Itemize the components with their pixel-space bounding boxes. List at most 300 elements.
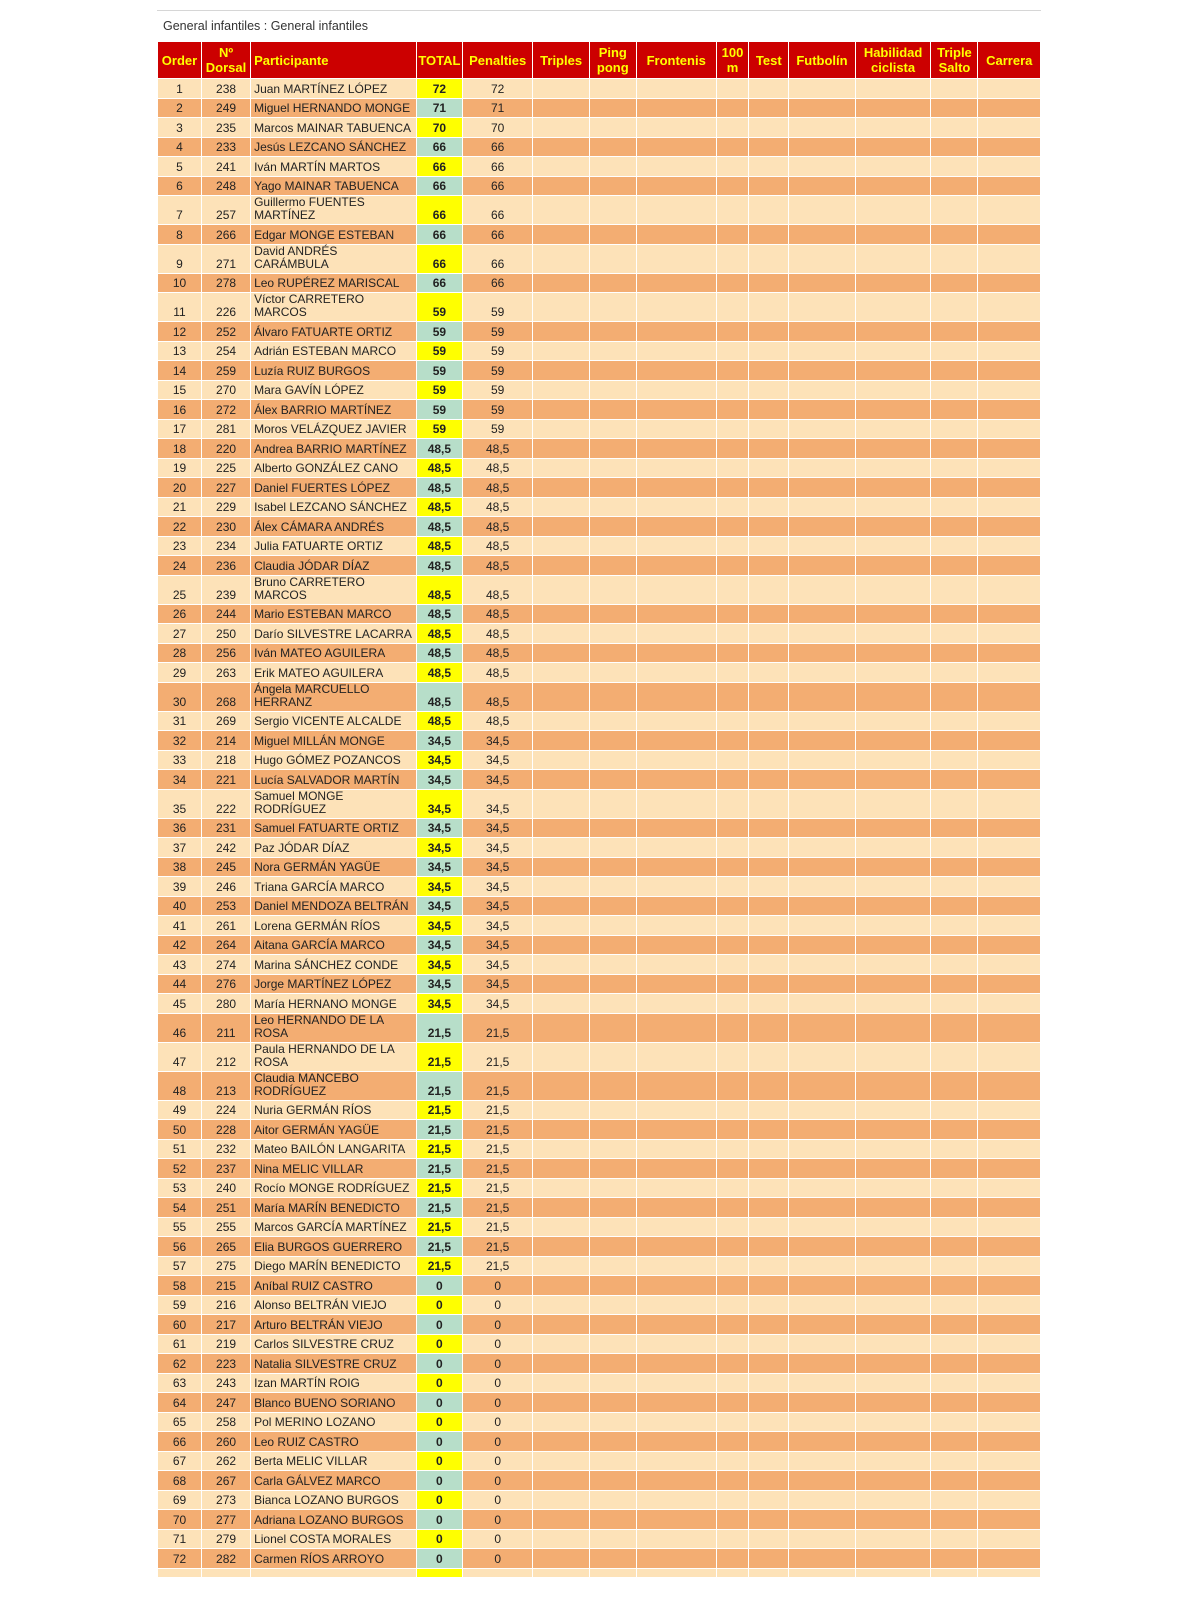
- col-frontenis[interactable]: Frontenis: [637, 42, 716, 78]
- cell-triples: [533, 751, 588, 770]
- cell-dorsal: 228: [202, 1120, 250, 1139]
- cell-total: 48,5: [417, 459, 462, 478]
- cell-penalties: 34,5: [463, 770, 533, 789]
- cell-futbolin: [789, 838, 855, 857]
- cell-dorsal: 218: [202, 751, 250, 770]
- cell-frontenis: [637, 838, 716, 857]
- cell-carrera: [978, 1296, 1040, 1315]
- cell-order: 20: [158, 478, 201, 497]
- cell-test: [749, 381, 788, 400]
- cell-habilidad-ciclista: [856, 1510, 931, 1529]
- cell-habilidad-ciclista: [856, 576, 931, 604]
- table-row: [158, 439, 1040, 458]
- cell-test: [749, 751, 788, 770]
- cell-triples: [533, 478, 588, 497]
- cell-total: 34,5: [417, 897, 462, 916]
- cell-habilidad-ciclista: [856, 975, 931, 994]
- cell-100m: [717, 556, 749, 575]
- cell-participante: Rocío MONGE RODRÍGUEZ: [251, 1179, 416, 1198]
- cell-order: 55: [158, 1218, 201, 1237]
- cell-dorsal: 260: [202, 1432, 250, 1451]
- cell-ping-pong: [590, 1101, 636, 1120]
- cell-triple-salto: [931, 877, 977, 896]
- cell-test: [749, 1530, 788, 1549]
- cell-test: [749, 177, 788, 196]
- cell-triple-salto: [931, 1432, 977, 1451]
- cell-triples: [533, 498, 588, 517]
- col-dorsal[interactable]: Nº Dorsal: [202, 42, 250, 78]
- table-row: [158, 196, 1040, 224]
- table-row: [158, 576, 1040, 604]
- cell-habilidad-ciclista: [856, 1198, 931, 1217]
- cell-frontenis: [637, 1432, 716, 1451]
- cell-carrera: [978, 157, 1040, 176]
- cell-triple-salto: [931, 1218, 977, 1237]
- cell-futbolin: [789, 955, 855, 974]
- cell-frontenis: [637, 751, 716, 770]
- col-order[interactable]: Order: [158, 42, 201, 78]
- cell-dorsal: 263: [202, 663, 250, 682]
- cell-futbolin: [789, 624, 855, 643]
- cell-ping-pong: [590, 439, 636, 458]
- cell-participante: Pol MERINO LOZANO: [251, 1413, 416, 1432]
- cell-penalties: 66: [463, 138, 533, 157]
- cell-participante: Lorena GERMÁN RÍOS: [251, 916, 416, 935]
- table-row: [158, 877, 1040, 896]
- cell-order: 9: [158, 245, 201, 273]
- col-carrera[interactable]: Carrera: [978, 42, 1040, 78]
- cell-frontenis: [637, 322, 716, 341]
- cell-order: 50: [158, 1120, 201, 1139]
- cell-order: 52: [158, 1159, 201, 1178]
- col-100m[interactable]: 100 m: [717, 42, 749, 78]
- cell-penalties: 48,5: [463, 624, 533, 643]
- cell-triple-salto: [931, 644, 977, 663]
- cell-penalties: 0: [463, 1471, 533, 1490]
- cell-penalties: 48,5: [463, 478, 533, 497]
- cell-triples: [533, 576, 588, 604]
- cell-penalties: 66: [463, 177, 533, 196]
- cell-total: 66: [417, 225, 462, 244]
- cell-ping-pong: [590, 1072, 636, 1100]
- cell-100m: [717, 1237, 749, 1256]
- cell-total: 48,5: [417, 478, 462, 497]
- cell-penalties: 48,5: [463, 537, 533, 556]
- cell-triple-salto: [931, 1140, 977, 1159]
- cell-ping-pong: [590, 274, 636, 293]
- cell-100m: [717, 731, 749, 750]
- cell-carrera: [978, 1315, 1040, 1334]
- cell-triple-salto: [931, 790, 977, 818]
- cell-ping-pong: [590, 225, 636, 244]
- cell-triple-salto: [931, 118, 977, 137]
- cell-penalties: 21,5: [463, 1159, 533, 1178]
- cell-frontenis: [637, 274, 716, 293]
- cell-total: 21,5: [417, 1257, 462, 1276]
- cell-penalties: 59: [463, 381, 533, 400]
- cell-triples: [533, 1315, 588, 1334]
- cell-triples: [533, 1413, 588, 1432]
- cell-futbolin: [789, 245, 855, 273]
- cell-triples: [533, 838, 588, 857]
- cell-habilidad-ciclista: [856, 1452, 931, 1471]
- cell-frontenis: [637, 858, 716, 877]
- cell-100m: [717, 1120, 749, 1139]
- cell-total: 34,5: [417, 751, 462, 770]
- cell-habilidad-ciclista: [856, 342, 931, 361]
- cell-dorsal: 244: [202, 605, 250, 624]
- cell-futbolin: [789, 342, 855, 361]
- cell-frontenis: [637, 177, 716, 196]
- cell-participante: Berta MELIC VILLAR: [251, 1452, 416, 1471]
- cell-total: 21,5: [417, 1159, 462, 1178]
- cell-triples: [533, 1335, 588, 1354]
- cell-habilidad-ciclista: [856, 936, 931, 955]
- cell-ping-pong: [590, 478, 636, 497]
- cell-triples: [533, 819, 588, 838]
- cell-habilidad-ciclista: [856, 400, 931, 419]
- cell-test: [749, 994, 788, 1013]
- cell-habilidad-ciclista: [856, 1393, 931, 1412]
- cell-ping-pong: [590, 322, 636, 341]
- cell-penalties: [463, 1569, 533, 1577]
- cell-dorsal: 277: [202, 1510, 250, 1529]
- cell-participante: Lionel COSTA MORALES: [251, 1530, 416, 1549]
- cell-frontenis: [637, 1393, 716, 1412]
- cell-participante: Arturo BELTRÁN VIEJO: [251, 1315, 416, 1334]
- cell-futbolin: [789, 1043, 855, 1071]
- cell-participante: Nina MELIC VILLAR: [251, 1159, 416, 1178]
- cell-triple-salto: [931, 1296, 977, 1315]
- cell-carrera: [978, 274, 1040, 293]
- cell-test: [749, 683, 788, 711]
- cell-triple-salto: [931, 1198, 977, 1217]
- cell-penalties: 66: [463, 274, 533, 293]
- cell-penalties: 34,5: [463, 790, 533, 818]
- cell-test: [749, 1335, 788, 1354]
- cell-triples: [533, 1452, 588, 1471]
- col-test[interactable]: Test: [749, 42, 788, 78]
- cell-carrera: [978, 381, 1040, 400]
- cell-total: 0: [417, 1393, 462, 1412]
- col-futbolin[interactable]: Futbolín: [789, 42, 855, 78]
- cell-total: 70: [417, 118, 462, 137]
- cell-penalties: 0: [463, 1549, 533, 1568]
- cell-habilidad-ciclista: [856, 556, 931, 575]
- cell-frontenis: [637, 478, 716, 497]
- cell-frontenis: [637, 1354, 716, 1373]
- cell-triple-salto: [931, 1315, 977, 1334]
- cell-penalties: 21,5: [463, 1072, 533, 1100]
- cell-habilidad-ciclista: [856, 1120, 931, 1139]
- cell-dorsal: 234: [202, 537, 250, 556]
- cell-penalties: 34,5: [463, 955, 533, 974]
- cell-habilidad-ciclista: [856, 196, 931, 224]
- table-row: [158, 644, 1040, 663]
- cell-futbolin: [789, 916, 855, 935]
- cell-dorsal: 256: [202, 644, 250, 663]
- cell-dorsal: 229: [202, 498, 250, 517]
- table-row: [158, 1569, 1040, 1577]
- cell-habilidad-ciclista: [856, 79, 931, 98]
- cell-frontenis: [637, 683, 716, 711]
- cell-ping-pong: [590, 994, 636, 1013]
- cell-triples: [533, 537, 588, 556]
- cell-carrera: [978, 1549, 1040, 1568]
- cell-frontenis: [637, 1530, 716, 1549]
- cell-carrera: [978, 439, 1040, 458]
- cell-frontenis: [637, 196, 716, 224]
- cell-dorsal: 219: [202, 1335, 250, 1354]
- cell-carrera: [978, 858, 1040, 877]
- cell-penalties: 48,5: [463, 517, 533, 536]
- cell-participante: Moros VELÁZQUEZ JAVIER: [251, 420, 416, 439]
- cell-dorsal: 240: [202, 1179, 250, 1198]
- table-row: [158, 731, 1040, 750]
- cell-100m: [717, 663, 749, 682]
- cell-frontenis: [637, 79, 716, 98]
- cell-participante: Paula HERNANDO DE LA ROSA: [251, 1043, 416, 1071]
- cell-dorsal: 271: [202, 245, 250, 273]
- table-row: [158, 498, 1040, 517]
- cell-triples: [533, 138, 588, 157]
- table-row: [158, 936, 1040, 955]
- cell-order: 43: [158, 955, 201, 974]
- cell-total: 59: [417, 342, 462, 361]
- cell-frontenis: [637, 975, 716, 994]
- cell-frontenis: [637, 916, 716, 935]
- cell-participante: Alonso BELTRÁN VIEJO: [251, 1296, 416, 1315]
- cell-dorsal: 247: [202, 1393, 250, 1412]
- cell-dorsal: 261: [202, 916, 250, 935]
- cell-futbolin: [789, 1335, 855, 1354]
- cell-total: 48,5: [417, 576, 462, 604]
- cell-order: 32: [158, 731, 201, 750]
- cell-dorsal: 226: [202, 293, 250, 321]
- cell-100m: [717, 177, 749, 196]
- table-row: [158, 1043, 1040, 1071]
- cell-frontenis: [637, 819, 716, 838]
- cell-dorsal: 275: [202, 1257, 250, 1276]
- cell-carrera: [978, 663, 1040, 682]
- cell-futbolin: [789, 293, 855, 321]
- cell-habilidad-ciclista: [856, 1159, 931, 1178]
- cell-futbolin: [789, 420, 855, 439]
- cell-test: [749, 624, 788, 643]
- cell-ping-pong: [590, 663, 636, 682]
- cell-triple-salto: [931, 196, 977, 224]
- cell-order: 3: [158, 118, 201, 137]
- cell-triples: [533, 1198, 588, 1217]
- cell-futbolin: [789, 790, 855, 818]
- cell-carrera: [978, 342, 1040, 361]
- cell-habilidad-ciclista: [856, 1257, 931, 1276]
- cell-futbolin: [789, 683, 855, 711]
- cell-frontenis: [637, 1043, 716, 1071]
- breadcrumb[interactable]: General infantiles : General infantiles: [163, 19, 368, 33]
- col-participante[interactable]: Participante: [251, 42, 416, 78]
- cell-carrera: [978, 498, 1040, 517]
- cell-habilidad-ciclista: [856, 537, 931, 556]
- cell-100m: [717, 1276, 749, 1295]
- cell-carrera: [978, 1510, 1040, 1529]
- cell-futbolin: [789, 770, 855, 789]
- cell-test: [749, 1393, 788, 1412]
- cell-participante: Jesús LEZCANO SÁNCHEZ: [251, 138, 416, 157]
- cell-order: 53: [158, 1179, 201, 1198]
- cell-dorsal: 251: [202, 1198, 250, 1217]
- cell-total: 21,5: [417, 1014, 462, 1042]
- cell-triple-salto: [931, 936, 977, 955]
- cell-participante: Aitana GARCÍA MARCO: [251, 936, 416, 955]
- cell-carrera: [978, 1179, 1040, 1198]
- cell-total: 21,5: [417, 1101, 462, 1120]
- col-triple-salto[interactable]: Triple Salto: [931, 42, 977, 78]
- cell-carrera: [978, 975, 1040, 994]
- cell-dorsal: 265: [202, 1237, 250, 1256]
- cell-total: 66: [417, 196, 462, 224]
- cell-total: 48,5: [417, 498, 462, 517]
- cell-habilidad-ciclista: [856, 498, 931, 517]
- cell-test: [749, 1072, 788, 1100]
- cell-test: [749, 79, 788, 98]
- cell-dorsal: 280: [202, 994, 250, 1013]
- cell-triple-salto: [931, 624, 977, 643]
- cell-ping-pong: [590, 99, 636, 118]
- cell-triples: [533, 1296, 588, 1315]
- cell-dorsal: 232: [202, 1140, 250, 1159]
- table-row: [158, 459, 1040, 478]
- cell-total: 34,5: [417, 838, 462, 857]
- cell-100m: [717, 225, 749, 244]
- cell-total: 0: [417, 1413, 462, 1432]
- cell-penalties: 48,5: [463, 712, 533, 731]
- cell-test: [749, 1276, 788, 1295]
- cell-100m: [717, 936, 749, 955]
- cell-dorsal: 259: [202, 361, 250, 380]
- cell-carrera: [978, 1354, 1040, 1373]
- cell-dorsal: 249: [202, 99, 250, 118]
- cell-frontenis: [637, 624, 716, 643]
- cell-carrera: [978, 225, 1040, 244]
- cell-carrera: [978, 400, 1040, 419]
- cell-penalties: 48,5: [463, 605, 533, 624]
- cell-total: 21,5: [417, 1072, 462, 1100]
- cell-carrera: [978, 556, 1040, 575]
- cell-order: 61: [158, 1335, 201, 1354]
- cell-triples: [533, 1014, 588, 1042]
- cell-penalties: 21,5: [463, 1101, 533, 1120]
- cell-futbolin: [789, 1257, 855, 1276]
- cell-habilidad-ciclista: [856, 274, 931, 293]
- cell-penalties: 21,5: [463, 1120, 533, 1139]
- cell-test: [749, 1471, 788, 1490]
- cell-100m: [717, 712, 749, 731]
- cell-triple-salto: [931, 1101, 977, 1120]
- cell-order: 42: [158, 936, 201, 955]
- col-triples[interactable]: Triples: [533, 42, 588, 78]
- cell-carrera: [978, 751, 1040, 770]
- cell-ping-pong: [590, 790, 636, 818]
- cell-triple-salto: [931, 770, 977, 789]
- cell-dorsal: 270: [202, 381, 250, 400]
- cell-ping-pong: [590, 196, 636, 224]
- cell-triple-salto: [931, 955, 977, 974]
- cell-order: 58: [158, 1276, 201, 1295]
- table-row: [158, 361, 1040, 380]
- cell-order: 36: [158, 819, 201, 838]
- cell-triple-salto: [931, 1413, 977, 1432]
- col-penalties[interactable]: Penalties: [463, 42, 533, 78]
- cell-participante: Luzía RUIZ BURGOS: [251, 361, 416, 380]
- cell-total: 59: [417, 361, 462, 380]
- cell-penalties: 34,5: [463, 819, 533, 838]
- cell-triples: [533, 955, 588, 974]
- cell-futbolin: [789, 1179, 855, 1198]
- cell-participante: Natalia SILVESTRE CRUZ: [251, 1354, 416, 1373]
- table-row: [158, 1257, 1040, 1276]
- cell-total: 48,5: [417, 663, 462, 682]
- cell-carrera: [978, 1218, 1040, 1237]
- cell-100m: [717, 361, 749, 380]
- cell-participante: Paz JÓDAR DÍAZ: [251, 838, 416, 857]
- cell-total: 59: [417, 400, 462, 419]
- cell-dorsal: 241: [202, 157, 250, 176]
- cell-triple-salto: [931, 751, 977, 770]
- cell-habilidad-ciclista: [856, 1296, 931, 1315]
- cell-futbolin: [789, 1432, 855, 1451]
- cell-participante: Nuria GERMÁN RÍOS: [251, 1101, 416, 1120]
- cell-test: [749, 1510, 788, 1529]
- cell-ping-pong: [590, 1257, 636, 1276]
- cell-futbolin: [789, 1014, 855, 1042]
- cell-participante: Álex CÁMARA ANDRÉS: [251, 517, 416, 536]
- cell-100m: [717, 1257, 749, 1276]
- cell-total: 21,5: [417, 1140, 462, 1159]
- cell-test: [749, 1140, 788, 1159]
- cell-triple-salto: [931, 1510, 977, 1529]
- cell-order: 47: [158, 1043, 201, 1071]
- cell-penalties: 70: [463, 118, 533, 137]
- cell-test: [749, 138, 788, 157]
- cell-carrera: [978, 1374, 1040, 1393]
- cell-futbolin: [789, 517, 855, 536]
- col-habilidad-ciclista[interactable]: Habilidad ciclista: [856, 42, 931, 78]
- cell-participante: Julia FATUARTE ORTIZ: [251, 537, 416, 556]
- cell-ping-pong: [590, 838, 636, 857]
- col-total[interactable]: TOTAL: [417, 42, 462, 78]
- cell-carrera: [978, 994, 1040, 1013]
- table-row: [158, 790, 1040, 818]
- cell-penalties: 0: [463, 1432, 533, 1451]
- table-row: [158, 293, 1040, 321]
- table-row: [158, 225, 1040, 244]
- cell-triples: [533, 712, 588, 731]
- cell-triples: [533, 274, 588, 293]
- cell-habilidad-ciclista: [856, 138, 931, 157]
- cell-ping-pong: [590, 1014, 636, 1042]
- cell-order: 25: [158, 576, 201, 604]
- col-ping-pong[interactable]: Ping pong: [590, 42, 636, 78]
- cell-dorsal: 227: [202, 478, 250, 497]
- cell-dorsal: 224: [202, 1101, 250, 1120]
- cell-penalties: 0: [463, 1491, 533, 1510]
- cell-total: 66: [417, 138, 462, 157]
- cell-test: [749, 1159, 788, 1178]
- cell-total: 0: [417, 1354, 462, 1373]
- cell-test: [749, 819, 788, 838]
- cell-triple-salto: [931, 293, 977, 321]
